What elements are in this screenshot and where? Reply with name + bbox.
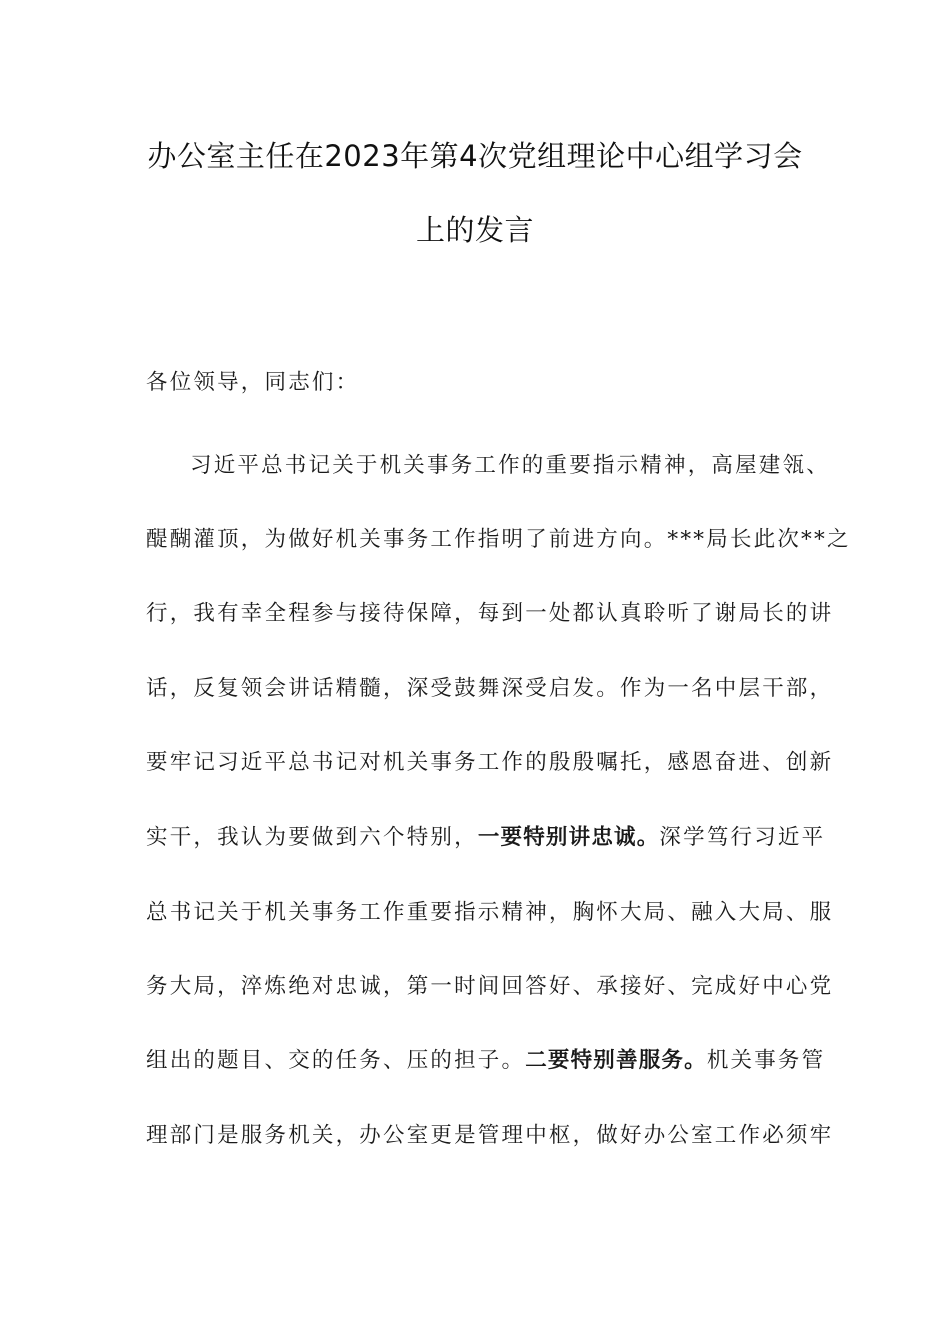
body-line-8: 务大局，淬炼绝对忠诚，第一时间回答好、承接好、完成好中心党: [146, 974, 834, 999]
emphasis-point-2: 二要特别善服务。: [525, 1048, 707, 1073]
body-line-6: 实干，我认为要做到六个特别，一要特别讲忠诚。深学笃行习近平: [146, 825, 826, 850]
body-line-7: 总书记关于机关事务工作重要指示精神，胸怀大局、融入大局、服: [146, 900, 834, 925]
body-line-1: 习近平总书记关于机关事务工作的重要指示精神，高屋建瓴、: [190, 453, 830, 478]
salutation: 各位领导，同志们：: [146, 370, 360, 395]
body-line-5: 要牢记习近平总书记对机关事务工作的殷殷嘱托，感恩奋进、创新: [146, 750, 834, 775]
body-line-3: 行，我有幸全程参与接待保障，每到一处都认真聆听了谢局长的讲: [146, 601, 834, 626]
body-line-10: 理部门是服务机关，办公室更是管理中枢，做好办公室工作必须牢: [146, 1123, 834, 1148]
document-title-line-2: 上的发言: [415, 213, 534, 247]
body-line-2: 醍醐灌顶，为做好机关事务工作指明了前进方向。***局长此次**之: [146, 527, 851, 552]
body-line-9: 组出的题目、交的任务、压的担子。二要特别善服务。机关事务管: [146, 1048, 826, 1073]
emphasis-point-1: 一要特别讲忠诚。: [477, 825, 660, 850]
document-title-line-1: 办公室主任在2023年第4次党组理论中心组学习会: [147, 139, 803, 173]
body-line-4: 话，反复领会讲话精髓，深受鼓舞深受启发。作为一名中层干部，: [146, 676, 834, 701]
